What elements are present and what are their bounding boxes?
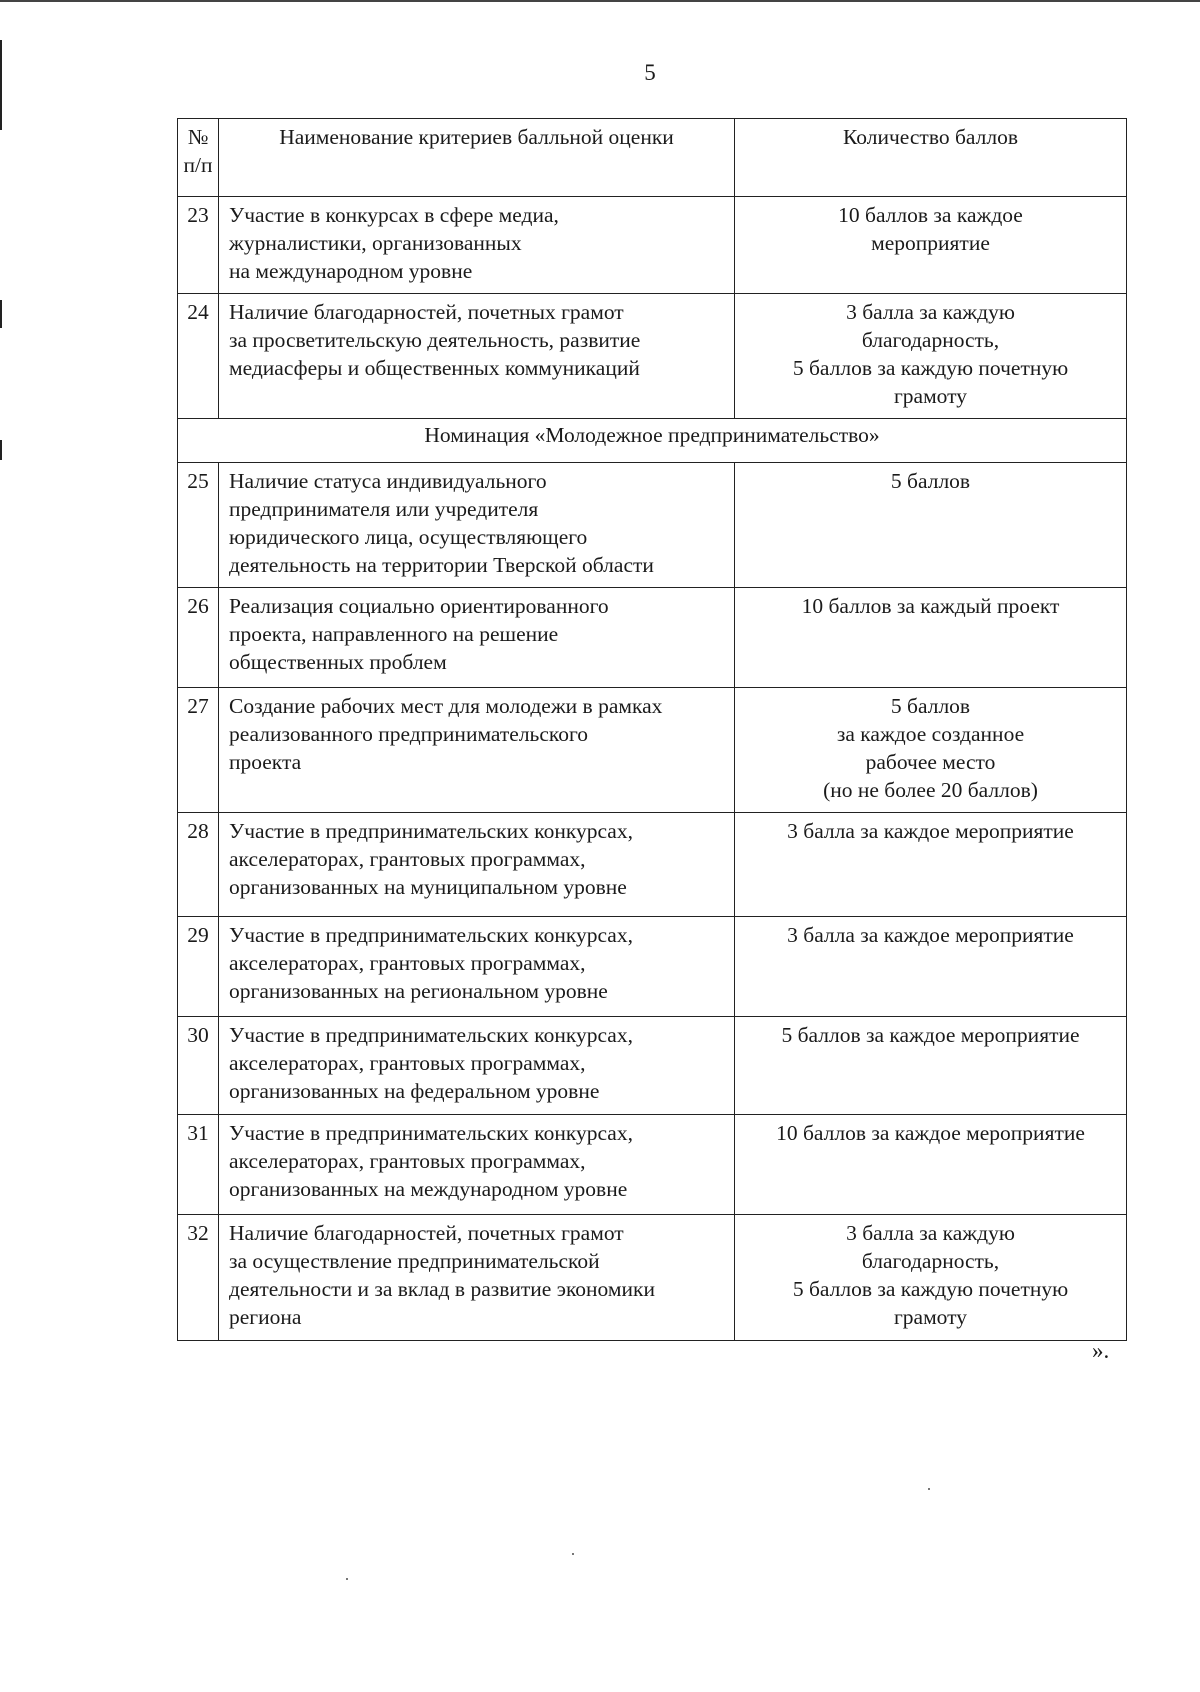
row-criteria-name: Наличие благодарностей, почетных грамот за осуществление предпринимательской деятельности и за вклад в развитие экономики региона xyxy=(219,1215,735,1341)
row-num: 25 xyxy=(178,463,219,588)
criteria-table xyxy=(177,118,1127,1341)
row-points: 3 балла за каждое мероприятие xyxy=(735,813,1127,917)
row-num: 32 xyxy=(178,1215,219,1341)
header-points: Количество баллов xyxy=(735,119,1127,197)
row-num: 31 xyxy=(178,1115,219,1215)
table-row xyxy=(178,588,1127,688)
page-number: 5 xyxy=(644,60,656,85)
row-criteria-name: Наличие статуса индивидуального предпринимателя или учредителя юридического лица, осуществляющего деятельность на территории Тверской области xyxy=(219,463,735,588)
nomination-row xyxy=(178,419,1127,463)
row-num: 26 xyxy=(178,588,219,688)
scan-speck xyxy=(346,1578,348,1580)
row-points: 3 балла за каждую благодарность, 5 баллов за каждую почетную грамоту xyxy=(735,1215,1127,1341)
row-points: 5 баллов за каждое созданное рабочее место (но не более 20 баллов) xyxy=(735,688,1127,813)
row-points: 10 баллов за каждое мероприятие xyxy=(735,1115,1127,1215)
row-criteria-name: Участие в предпринимательских конкурсах, акселераторах, грантовых программах, организованных на региональном уровне xyxy=(219,917,735,1017)
table-row xyxy=(178,1017,1127,1115)
scan-speck xyxy=(572,1553,574,1555)
row-criteria-name: Наличие благодарностей, почетных грамот за просветительскую деятельность, развитие медиасферы и общественных коммуникаций xyxy=(219,294,735,419)
table-header-row xyxy=(178,119,1127,197)
row-points: 3 балла за каждое мероприятие xyxy=(735,917,1127,1017)
row-num: 30 xyxy=(178,1017,219,1115)
row-num: 29 xyxy=(178,917,219,1017)
table-row xyxy=(178,917,1127,1017)
table-row xyxy=(178,197,1127,294)
row-criteria-name: Участие в предпринимательских конкурсах, акселераторах, грантовых программах, организованных на международном уровне xyxy=(219,1115,735,1215)
table-row xyxy=(178,463,1127,588)
row-num: 23 xyxy=(178,197,219,294)
header-criteria-name: Наименование критериев балльной оценки xyxy=(219,119,735,197)
row-num: 27 xyxy=(178,688,219,813)
row-criteria-name: Участие в предпринимательских конкурсах, акселераторах, грантовых программах, организованных на муниципальном уровне xyxy=(219,813,735,917)
table-row xyxy=(178,813,1127,917)
scan-edge-top xyxy=(0,0,1200,2)
table-row xyxy=(178,1115,1127,1215)
scan-speck xyxy=(928,1488,930,1490)
nomination-title: Номинация «Молодежное предпринимательство» xyxy=(178,419,1127,463)
row-points: 10 баллов за каждый проект xyxy=(735,588,1127,688)
scan-edge-left xyxy=(0,300,2,328)
row-criteria-name: Участие в конкурсах в сфере медиа, журналистики, организованных на международном уровне xyxy=(219,197,735,294)
table-row xyxy=(178,294,1127,419)
row-criteria-name: Реализация социально ориентированного проекта, направленного на решение общественных проблем xyxy=(219,588,735,688)
row-num: 28 xyxy=(178,813,219,917)
row-points: 5 баллов xyxy=(735,463,1127,588)
row-criteria-name: Создание рабочих мест для молодежи в рамках реализованного предпринимательского проекта xyxy=(219,688,735,813)
table-row xyxy=(178,1215,1127,1341)
scan-edge-left xyxy=(0,440,2,460)
row-points: 5 баллов за каждое мероприятие xyxy=(735,1017,1127,1115)
table-row xyxy=(178,688,1127,813)
closing-quote: ». xyxy=(1092,1338,1110,1363)
row-points: 3 балла за каждую благодарность, 5 баллов за каждую почетную грамоту xyxy=(735,294,1127,419)
header-num: № п/п xyxy=(178,119,219,197)
row-criteria-name: Участие в предпринимательских конкурсах, акселераторах, грантовых программах, организованных на федеральном уровне xyxy=(219,1017,735,1115)
row-points: 10 баллов за каждое мероприятие xyxy=(735,197,1127,294)
row-num: 24 xyxy=(178,294,219,419)
